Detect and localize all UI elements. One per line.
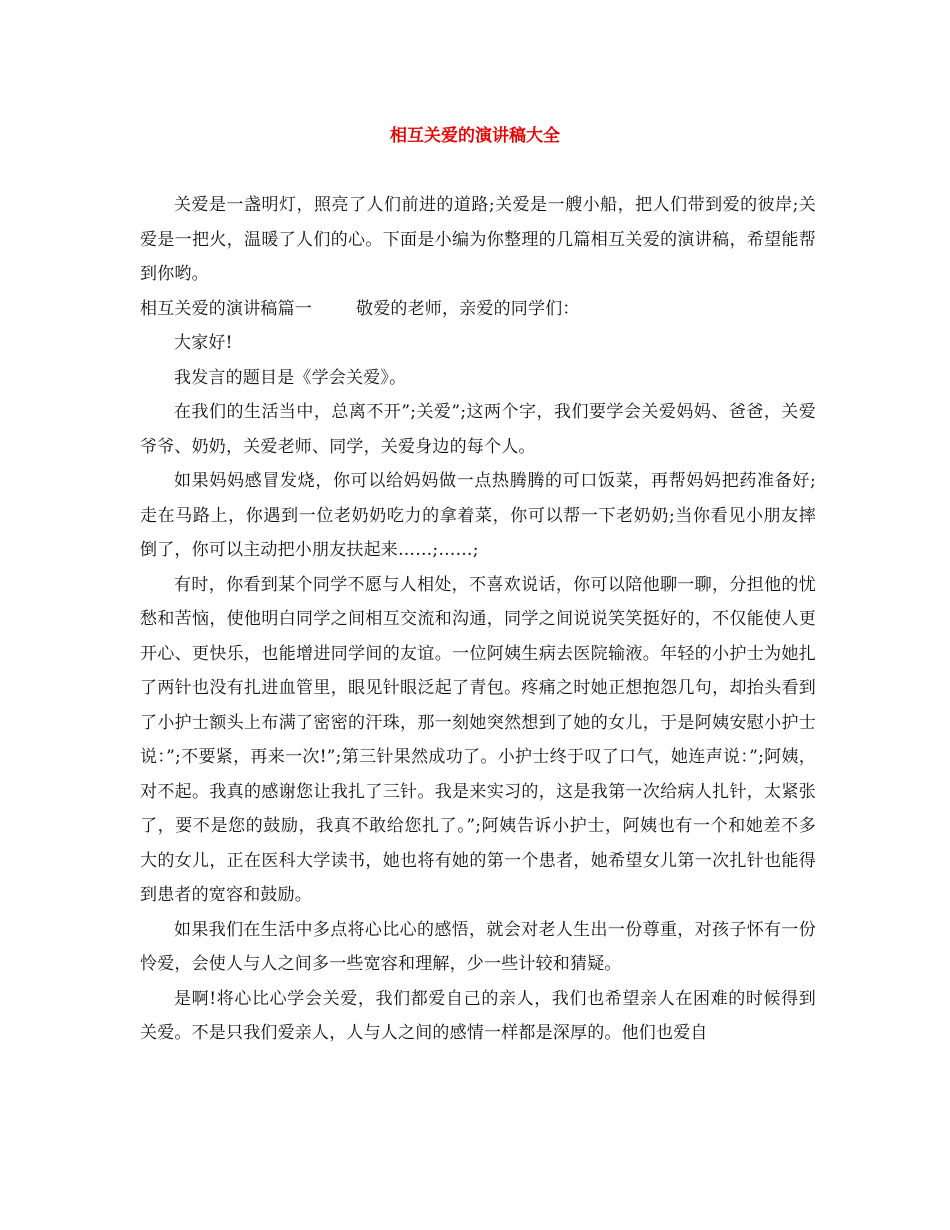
section-heading: 相互关爱的演讲稿篇一 bbox=[140, 298, 312, 319]
body-paragraph: 在我们的生活当中，总离不开”;关爱”;这两个字，我们要学会关爱妈妈、爸爸，关爱爷爷、奶奶，关爱老师、同学，关爱身边的每个人。 bbox=[140, 402, 816, 457]
greeting: 大家好! bbox=[174, 333, 233, 353]
document-body bbox=[140, 188, 816, 1051]
topic-line: 我发言的题目是《学会关爱》。 bbox=[174, 367, 407, 388]
section-line bbox=[140, 292, 816, 327]
body-paragraph: 如果我们在生活中多点将心比心的感悟，就会对老人生出一份尊重，对孩子怀有一份怜爱，会使人与人之间多一些宽容和理解，少一些计较和猜疑。 bbox=[140, 919, 816, 974]
body-paragraph: 有时，你看到某个同学不愿与人相处，不喜欢说话，你可以陪他聊一聊，分担他的忧愁和苦恼，使他明白同学之间相互交流和沟通，同学之间说说笑笑挺好的，不仅能使人更开心、更快乐，也能增进同学间的友谊。一位阿姨生病去医院输液。年轻的小护士为她扎了两针也没有扎进血管里，眼见针眼泛起了青包。疼痛之时她正想抱怨几句，却抬头看到了小护士额头上布满了密密的汗珠，那一刻她突然想到了她的女儿，于是阿姨安慰小护士说：”;不要紧，再来一次!”;第三针果然成功了。小护士终于叹了口气，她连声说：”;阿姨，对不起。我真的感谢您让我扎了三针。我是来实习的，这是我第一次给病人扎针，太紧张了，要不是您的鼓励，我真不敢给您扎了。”;阿姨告诉小护士，阿姨也有一个和她差不多大的女儿，正在医科大学读书，她也将有她的第一个患者，她希望女儿第一次扎针也能得到患者的宽容和鼓励。 bbox=[140, 574, 816, 905]
salutation: 敬爱的老师，亲爱的同学们： bbox=[356, 298, 580, 319]
body-paragraph: 如果妈妈感冒发烧，你可以给妈妈做一点热腾腾的可口饭菜，再帮妈妈把药准备好;走在马路上，你遇到一位老奶奶吃力的拿着菜，你可以帮一下老奶奶;当你看见小朋友摔倒了，你可以主动把小朋友扶起来……;……; bbox=[140, 471, 816, 560]
intro-paragraph: 关爱是一盏明灯，照亮了人们前进的道路;关爱是一艘小船，把人们带到爱的彼岸;关爱是一把火，温暖了人们的心。下面是小编为你整理的几篇相互关爱的演讲稿，希望能帮到你哟。 bbox=[140, 195, 816, 284]
body-paragraph: 是啊!将心比心学会关爱，我们都爱自己的亲人，我们也希望亲人在困难的时候得到关爱。不是只我们爱亲人，人与人之间的感情一样都是深厚的。他们也爱自 bbox=[140, 988, 816, 1043]
document-title: 相互关爱的演讲稿大全 bbox=[390, 126, 560, 146]
